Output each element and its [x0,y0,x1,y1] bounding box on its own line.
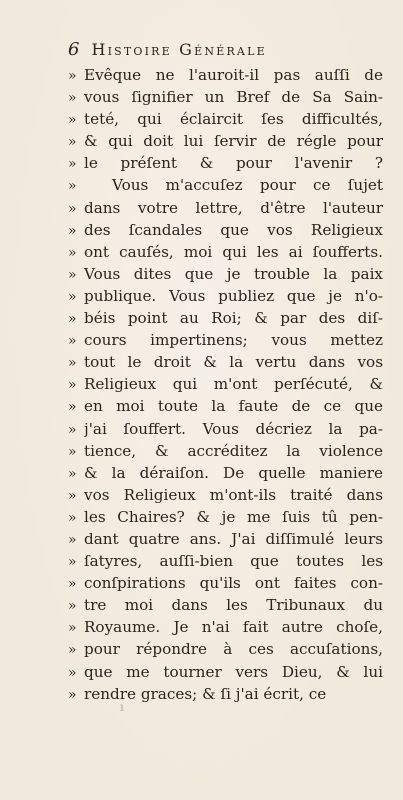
line-text: Religieux qui m'ont perſécuté, & [84,375,383,394]
text-line [68,285,383,307]
text-line [68,418,383,440]
line-text: tout le droit & la vertu dans vos [84,353,383,372]
line-text: tience, & accréditez la violence [84,441,383,460]
ink-smudge: ı [120,700,124,714]
line-text: en moi toute la faute de ce que [84,397,383,416]
quote-mark: » [68,355,77,372]
quote-mark: » [68,112,77,129]
text-line [68,152,383,174]
text-line [68,130,383,152]
line-text: dant quatre ans. J'ai diſſimulé leurs [84,529,383,548]
text-line [68,440,383,462]
quote-mark: » [68,266,77,283]
quote-mark: » [68,399,77,416]
quote-mark: » [68,421,77,438]
line-text: & qui doit lui ſervir de régle pour [84,132,383,151]
text-line [68,683,383,705]
quote-mark: » [68,156,77,173]
line-text: & la déraiſon. De quelle maniere [84,463,383,482]
text-line [68,484,383,506]
text-line [68,64,383,86]
line-text: que me tourner vers Dieu, & lui [84,662,383,681]
line-text: vous ſignifier un Bref de Sa Sain- [84,88,383,107]
quote-mark: » [68,686,77,703]
quote-mark: » [68,642,77,659]
text-line [68,528,383,550]
text-line [68,594,383,616]
quote-mark: » [68,465,77,482]
quote-mark: » [68,222,77,239]
text-line [68,550,383,572]
quote-mark: » [68,377,77,394]
line-text: ont cauſés, moi qui les ai ſoufferts. [84,242,383,261]
quote-mark: » [68,134,77,151]
quote-mark: » [68,598,77,615]
line-text: béis point au Roi; & par des diſ- [84,309,383,328]
quote-mark: » [68,620,77,637]
text-line [68,351,383,373]
line-text: rendre graces; & ſi j'ai écrit, ce [84,684,327,703]
quote-mark: » [68,178,77,195]
text-line [68,307,383,329]
quote-mark: » [68,443,77,460]
line-text: tre moi dans les Tribunaux du [84,596,383,615]
quote-mark: » [68,664,77,681]
line-text: vos Religieux m'ont-ils traité dans [84,485,383,504]
text-line [68,329,383,351]
quote-mark: » [68,90,77,107]
text-line [68,241,383,263]
text-line [68,661,383,683]
quote-mark: » [68,509,77,526]
text-line [68,86,383,108]
quote-mark: » [68,68,77,84]
line-text: j'ai ſouffert. Vous décriez la pa- [84,419,383,438]
line-text: Royaume. Je n'ai fait autre choſe, [84,618,383,637]
body-text [68,64,383,705]
line-text: des ſcandales que vos Religieux [84,220,383,239]
quote-mark: » [68,333,77,350]
text-line [68,462,383,484]
quote-mark: » [68,244,77,261]
quote-mark: » [68,531,77,548]
page-header [68,38,383,62]
line-text: les Chaires? & je me ſuis tû pen- [84,507,383,526]
page-number: 6 [68,39,80,60]
quote-mark: » [68,487,77,504]
line-text: dans votre lettre, d'être l'auteur [84,198,383,217]
line-text: le préſent & pour l'avenir ? [84,154,383,173]
line-text: ſatyres, auſſi-bien que toutes les [84,552,383,571]
text-line [68,572,383,594]
text-line [68,395,383,417]
line-text: publique. Vous publiez que je n'o- [84,286,383,305]
line-text: cours impertinens; vous mettez [84,331,383,350]
quote-mark: » [68,288,77,305]
text-line [68,108,383,130]
quote-mark: » [68,200,77,217]
quote-mark: » [68,576,77,593]
text-line [68,197,383,219]
text-line [68,263,383,285]
line-text: Evêque ne l'auroit-il pas auſſi de [84,66,383,84]
running-title: Histoire Générale [91,40,267,59]
quote-mark: » [68,311,77,328]
line-text: teté, qui éclaircit ſes difficultés, [84,110,383,129]
line-text: Vous dites que je trouble la paix [84,264,383,283]
text-line [68,638,383,660]
text-line [68,616,383,638]
line-text: pour répondre à ces accuſations, [84,640,383,659]
text-line [68,174,383,196]
line-text: conſpirations qu'ils ont faites con- [84,574,383,593]
text-line [68,506,383,528]
quote-mark: » [68,554,77,571]
text-line [68,373,383,395]
line-text: Vous m'accuſez pour ce ſujet [112,176,383,195]
text-line [68,219,383,241]
